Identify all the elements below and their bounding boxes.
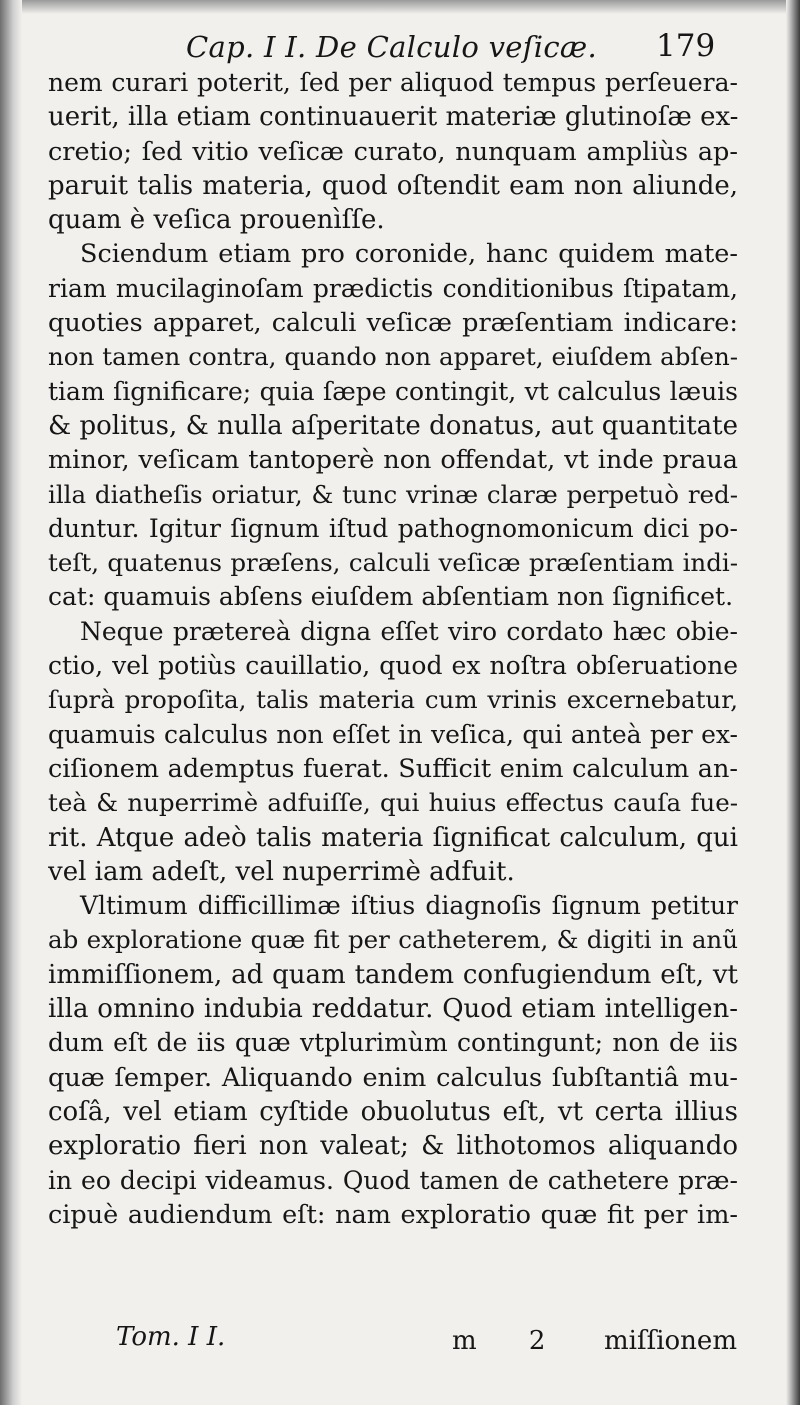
text-line: exploratio fieri non valeat; & lithotomos aliquando bbox=[48, 1131, 738, 1162]
page-footer bbox=[0, 1322, 800, 1362]
text-line: ctio, vel potiùs cauillatio, quod ex noſtra obſeruatione bbox=[48, 651, 738, 681]
text-line: ab exploratione quæ fit per catheterem, & digiti in anũ bbox=[48, 925, 738, 955]
text-line: quoties apparet, calculi veſicæ præſentiam indicare: bbox=[48, 308, 738, 339]
text-line: cat: quamuis abſens eiuſdem abſentiam non ſignificet. bbox=[48, 582, 734, 612]
text-line: teà & nuperrimè adfuiſſe, qui huius effectus cauſa fue- bbox=[48, 788, 738, 818]
text-line: illa diatheſis oriatur, & tunc vrinæ claræ perpetuò red- bbox=[48, 479, 738, 509]
body-text bbox=[48, 66, 738, 1232]
text-line: rit. Atque adeò talis materia ſignificat calculum, qui bbox=[48, 822, 738, 853]
text-line: non tamen contra, quando non apparet, eiuſdem abſen- bbox=[48, 342, 738, 372]
page-edge-right bbox=[786, 0, 800, 1405]
text-line: paruit talis materia, quod oſtendit eam non aliunde, bbox=[48, 170, 738, 201]
text-line: duntur. Igitur ſignum iſtud pathognomonicum dici po- bbox=[48, 513, 738, 543]
text-line: coſâ, vel etiam cyſtide obuolutus eſt, vt certa illius bbox=[48, 1096, 738, 1127]
text-line: teſt, quatenus præſens, calculi veſicæ præſentiam indi- bbox=[48, 548, 738, 578]
text-line: Vltimum difficillimæ iſtius diagnoſis ſignum petitur bbox=[80, 891, 738, 921]
page-edge-top bbox=[0, 0, 800, 14]
text-line: illa omnino indubia reddatur. Quod etiam intelligen- bbox=[48, 994, 738, 1025]
text-line: cipuè audiendum eſt: nam exploratio quæ fit per im- bbox=[48, 1199, 738, 1230]
text-line: Neque prætereà digna eſſet viro cordato hæc obie- bbox=[80, 616, 738, 646]
text-line: ſuprà propoſita, talis materia cum vrinis excernebatur, bbox=[48, 685, 738, 715]
volume-mark: Tom. I I. bbox=[116, 1322, 226, 1352]
printer-signature: m 2 bbox=[452, 1326, 568, 1356]
text-line: riam mucilaginoſam prædictis conditionibus ſtipatam, bbox=[48, 273, 738, 303]
catchword: miſſionem bbox=[604, 1326, 737, 1356]
text-line: immiſſionem, ad quam tandem confugiendum eſt, vt bbox=[48, 959, 738, 990]
page-number: 179 bbox=[656, 28, 716, 64]
text-line: nem curari poterit, ſed per aliquod tempus perſeuera- bbox=[48, 68, 738, 97]
text-line: dum eſt de iis quæ vtplurimùm contingunt; non de iis bbox=[48, 1028, 738, 1058]
text-line: quam è veſica prouenìſſe. bbox=[48, 205, 385, 236]
text-line: ciſionem ademptus fuerat. Sufficit enim calculum an- bbox=[48, 753, 738, 784]
text-line: vel iam adeſt, vel nuperrimè adfuit. bbox=[48, 856, 515, 887]
text-line: cretio; ſed vitio veſicæ curato, nunquam ampliùs ap- bbox=[48, 136, 738, 167]
text-line: tiam ſignificare; quia ſæpe contingit, vt calculus læuis bbox=[48, 376, 738, 406]
text-line: minor, veſicam tantoperè non offendat, vt inde praua bbox=[48, 445, 738, 476]
page-edge-left bbox=[0, 0, 22, 1405]
text-line: quæ ſemper. Aliquando enim calculus ſubſtantiâ mu- bbox=[48, 1062, 738, 1093]
text-line: quamuis calculus non eſſet in veſica, qui anteà per ex- bbox=[48, 719, 738, 749]
text-line: uerit, illa etiam continuauerit materiæ glutinoſæ ex- bbox=[48, 102, 738, 133]
running-head: Cap. I I. De Calculo veſicæ. bbox=[186, 30, 597, 64]
text-line: Sciendum etiam pro coronide, hanc quidem mate- bbox=[80, 239, 738, 270]
text-line: & politus, & nulla aſperitate donatus, aut quantitate bbox=[48, 410, 738, 441]
page-header bbox=[0, 22, 800, 70]
text-line: in eo decipi videamus. Quod tamen de cathetere præ- bbox=[48, 1165, 738, 1195]
